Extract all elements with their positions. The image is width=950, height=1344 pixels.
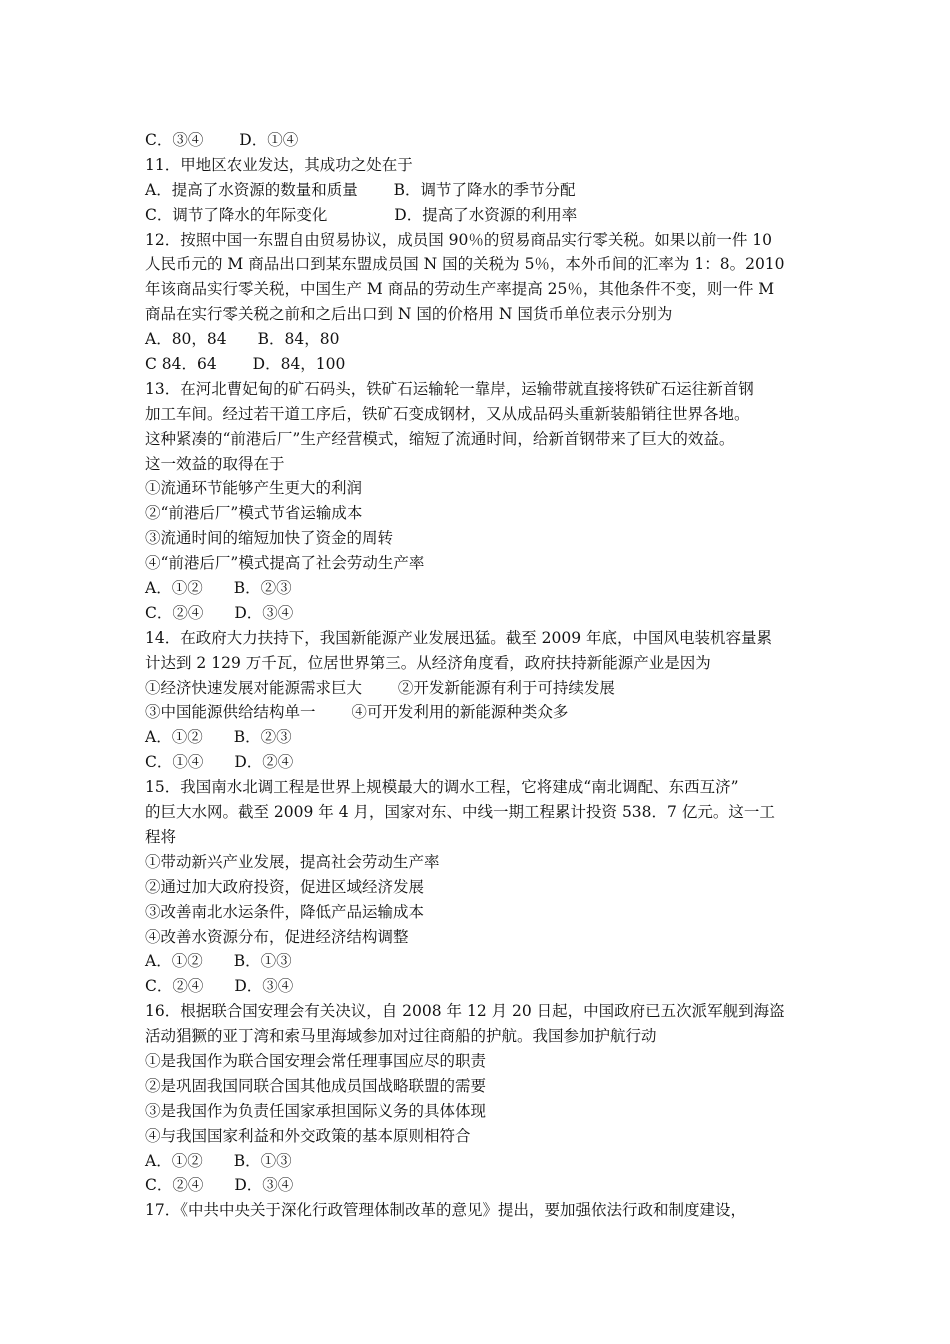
statement-item: ①是我国作为联合国安理会常任理事国应尽的职责 [145,1051,487,1070]
answer-options: A．①② B．②③ [145,728,292,747]
document-page [145,128,817,1223]
answer-options: A．①② B．①③ [145,952,292,971]
statement-item: ②是巩固我国同联合国其他成员国战略联盟的需要 [145,1076,487,1095]
answer-options: A．80，84 B．84，80 [145,330,340,349]
question-16: 16．根据联合国安理会有关决议，自 2008 年 12 月 20 日起，中国政府已五次派军舰到海盗 [145,1002,785,1021]
text-line: 商品在实行零关税之前和之后出口到 N 国的价格用 N 国货币单位表示分别为 [145,305,673,324]
statement-item: ③流通时间的缩短加快了资金的周转 [145,529,394,548]
statement-item: ②通过加大政府投资，促进区域经济发展 [145,877,425,896]
text-line: 人民币元的 M 商品出口到某东盟成员国 N 国的关税为 5％，本外币间的汇率为 1：8。2010 [145,255,785,274]
text-line: 加工车间。经过若干道工序后，铁矿石变成钢材，又从成品码头重新装船销往世界各地。 [145,404,750,423]
answer-options: A．①② B．②③ [145,579,292,598]
statement-item: ④与我国国家利益和外交政策的基本原则相符合 [145,1126,471,1145]
answer-options: A．①② B．①③ [145,1151,292,1170]
question-17: 17．《中共中央关于深化行政管理体制改革的意见》提出，要加强依法行政和制度建设， [145,1201,746,1220]
statement-item: ④改善水资源分布，促进经济结构调整 [145,927,409,946]
question-15: 15．我国南水北调工程是世界上规模最大的调水工程，它将建成“南北调配、东西互济” [145,778,739,797]
text-line: C．③④ D．①④ [145,131,299,149]
statement-item: ③中国能源供给结构单一 ④可开发利用的新能源种类众多 [145,703,569,722]
statement-item: ①流通环节能够产生更大的利润 [145,479,363,498]
answer-options: C．②④ D．③④ [145,1176,294,1195]
statement-item: ③改善南北水运条件，降低产品运输成本 [145,902,425,921]
question-14: 14．在政府大力扶持下，我国新能源产业发展迅猛。截至 2009 年底，中国风电装机容量累 [145,628,773,647]
answer-options: C．②④ D．③④ [145,603,294,622]
question-12: 12．按照中国一东盟自由贸易协议，成员国 90％的贸易商品实行零关税。如果以前一件 10 [145,230,773,249]
answer-options: A．提高了水资源的数量和质量 B．调节了降水的季节分配 [145,180,576,199]
question-11: 11．甲地区农业发达，其成功之处在于 [145,155,413,174]
text-line: 年该商品实行零关税，中国生产 M 商品的劳动生产率提高 25％，其他条件不变，则一件 M [145,280,775,299]
statement-item: ①带动新兴产业发展，提高社会劳动生产率 [145,852,440,871]
text-line: 的巨大水网。截至 2009 年 4 月，国家对东、中线一期工程累计投资 538．7 亿元。这一工 [145,803,775,822]
question-13: 13．在河北曹妃甸的矿石码头，铁矿石运输轮一靠岸，运输带就直接将铁矿石运往新首钢 [145,379,754,398]
answer-options: C 84．64 D．84，100 [145,355,346,374]
text-line: 这一效益的取得在于 [145,454,285,473]
answer-options: C．②④ D．③④ [145,977,294,996]
statement-item: ①经济快速发展对能源需求巨大 ②开发新能源有利于可持续发展 [145,678,615,697]
text-line: 计达到 2 129 万千瓦，位居世界第三。从经济角度看，政府扶持新能源产业是因为 [145,653,711,672]
text-line: 这种紧凑的“前港后厂”生产经营模式，缩短了流通时间，给新首钢带来了巨大的效益。 [145,429,735,448]
answer-options: C．①④ D．②④ [145,753,294,772]
statement-item: ③是我国作为负责任国家承担国际义务的具体体现 [145,1101,487,1120]
answer-options: C．调节了降水的年际变化 D．提高了水资源的利用率 [145,205,578,224]
statement-item: ④“前港后厂”模式提高了社会劳动生产率 [145,554,425,573]
text-line: 活动猖獗的亚丁湾和索马里海域参加对过往商船的护航。我国参加护航行动 [145,1027,657,1046]
text-line: 程将 [145,827,177,846]
statement-item: ②“前港后厂”模式节省运输成本 [145,504,363,523]
